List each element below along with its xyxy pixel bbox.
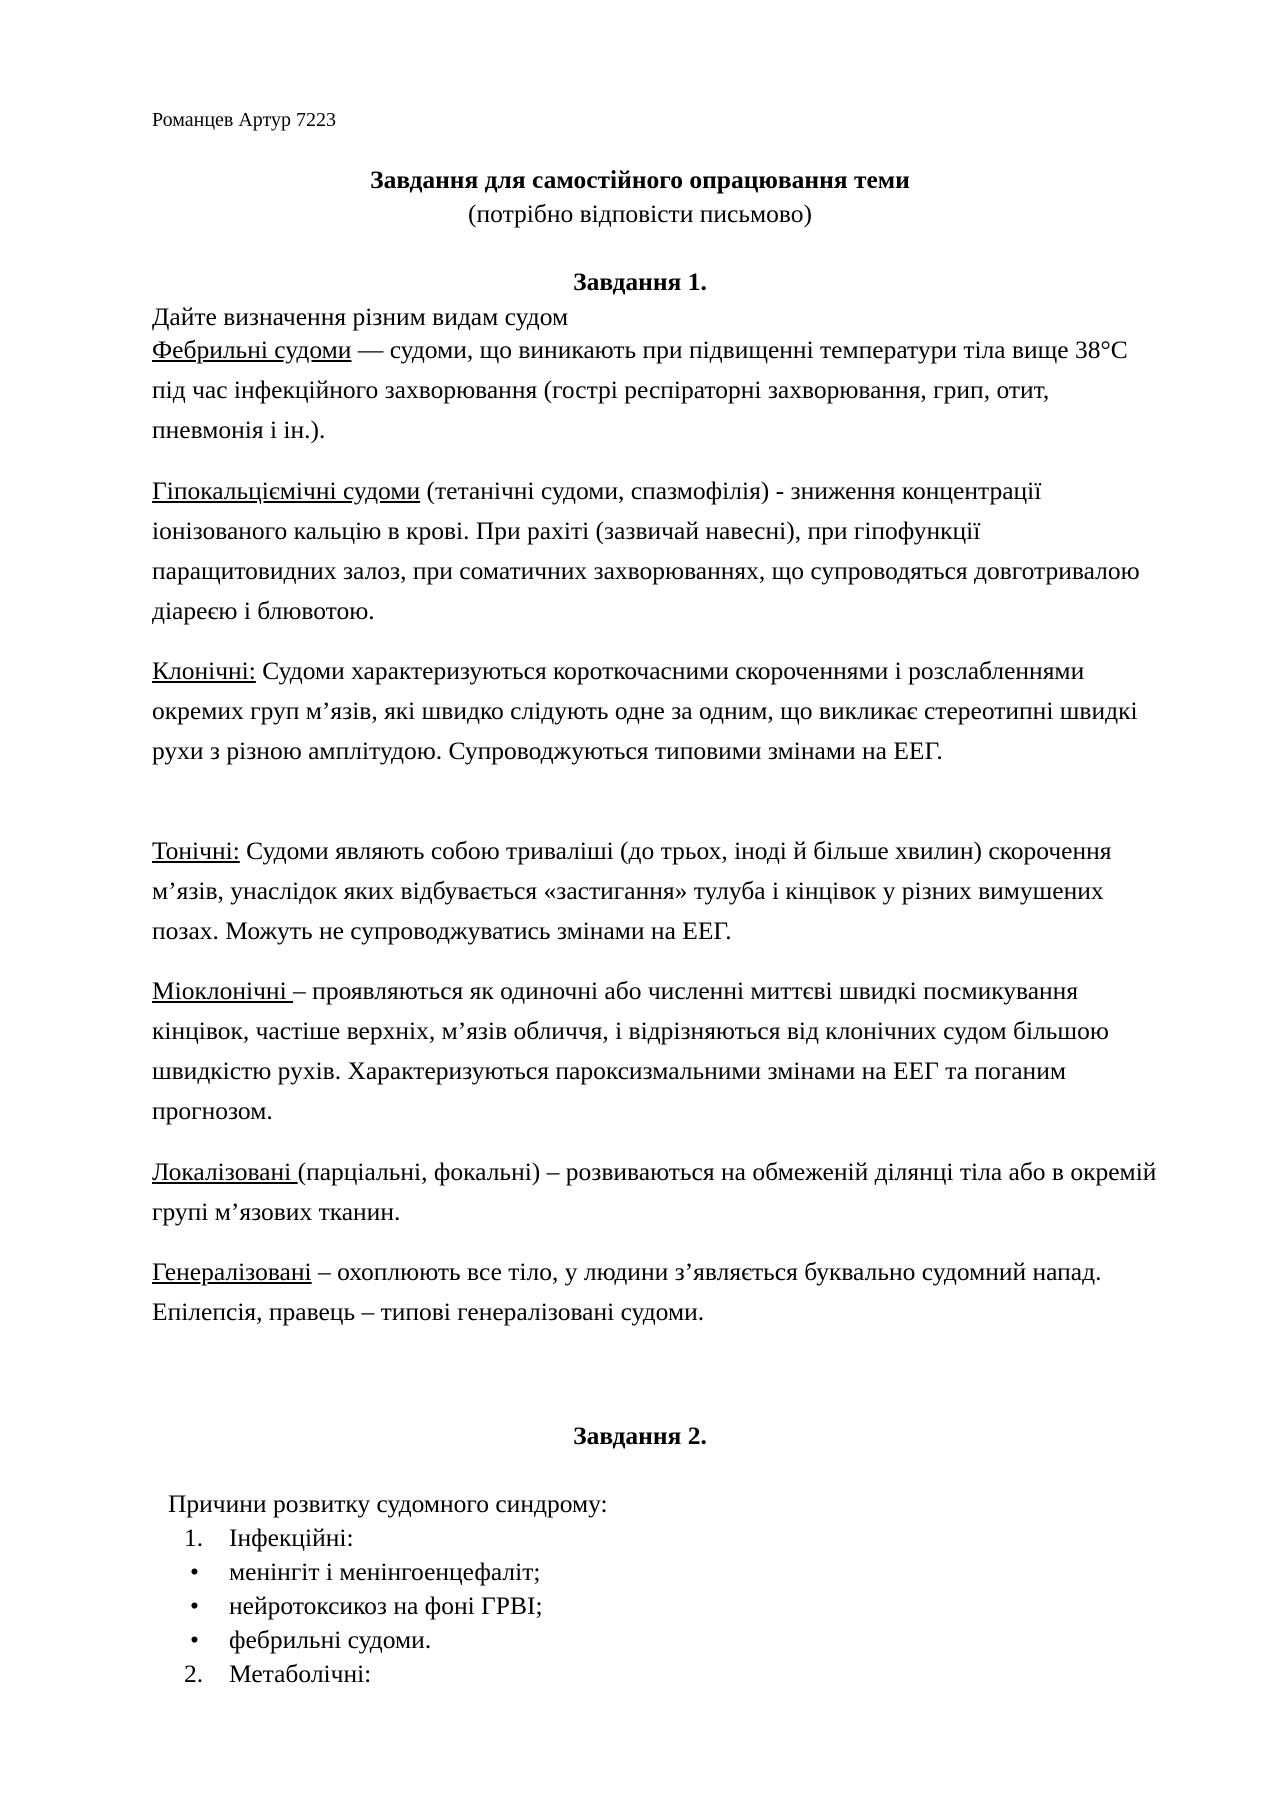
- definition-clonic: [152, 651, 1162, 771]
- definition-text: (тетанічні судоми, спазмофілія) - зниження концентрації іонізованого кальцію в крові. При рахіті (зазвичай навесні), при гіпофункції паращитовидних залоз, при соматичних захворюваннях, що супроводяться довготривалою діареєю і блювотою.: [152, 476, 1140, 625]
- task1-heading: Завдання 1.: [573, 267, 707, 296]
- definition-generalized: [152, 1252, 1162, 1332]
- bullet-icon: •: [190, 1557, 199, 1586]
- task1-intro: Дайте визначення різним видам судом: [152, 302, 569, 331]
- definition-text: – проявляються як одиночні або численні миттєві швидкі посмикування кінцівок, частіше верхніх, м’язів обличчя, і відрізняються від клонічних судом більшою швидкістю рухів. Характеризуються пароксизмальними змінами на ЕЕГ та поганим прогнозом.: [152, 976, 1109, 1125]
- list-item-text: фебрильні судоми.: [229, 1625, 432, 1654]
- definition-text: Судоми являють собою триваліші (до трьох, іноді й більше хвилин) скорочення м’язів, унаслідок яких відбувається «застигання» тулуба і кінцівок у різних вимушених позах. Можуть не супроводжуватись змінами на ЕЕГ.: [152, 836, 1112, 945]
- definition-tonic: [152, 831, 1162, 951]
- definition-hypocalcemic: [152, 471, 1162, 631]
- definition-febrile: [152, 330, 1162, 450]
- list-item-text: Метаболічні:: [229, 1659, 372, 1688]
- definition-term: Міоклонічні: [152, 976, 294, 1005]
- definition-term: Генералізовані: [152, 1257, 312, 1286]
- list-item-text: менінгіт і менінгоенцефаліт;: [229, 1557, 541, 1586]
- task2-heading: Завдання 2.: [573, 1421, 707, 1450]
- definition-text: — судоми, що виникають при підвищенні температури тіла вище 38°C під час інфекційного захворювання (гострі респіраторні захворювання, грип, отит, пневмонія і ін.).: [152, 335, 1128, 444]
- document-title: Завдання для самостійного опрацювання теми: [370, 165, 910, 194]
- definition-term: Клонічні:: [152, 656, 256, 685]
- definition-term: Тонічні:: [152, 836, 240, 865]
- list-number: 1.: [184, 1523, 204, 1552]
- list-number: 2.: [184, 1659, 204, 1688]
- definition-text: (парціальні, фокальні) – розвиваються на обмеженій ділянці тіла або в окремій групі м’язових тканин.: [152, 1157, 1157, 1226]
- definition-text: – охоплюють все тіло, у людини з’являється буквально судомний напад. Епілепсія, правець – типові генералізовані судоми.: [152, 1257, 1102, 1326]
- task2-intro: Причини розвитку судомного синдрому:: [168, 1489, 608, 1518]
- list-item-text: Інфекційні:: [229, 1523, 354, 1552]
- definition-term: Локалізовані: [152, 1157, 298, 1186]
- list-item-text: нейротоксикоз на фоні ГРВІ;: [229, 1591, 543, 1620]
- bullet-icon: •: [190, 1625, 199, 1654]
- definition-text: Судоми характеризуються короткочасними скороченнями і розслабленнями окремих груп м’язів, які швидко слідують одне за одним, що викликає стереотипні швидкі рухи з різною амплітудою. Супроводжуються типовими змінами на ЕЕГ.: [152, 656, 1138, 765]
- definition-myoclonic: [152, 971, 1162, 1131]
- definition-localized: [152, 1152, 1162, 1232]
- author-line: Романцев Артур 7223: [152, 109, 337, 131]
- document-subtitle: (потрібно відповісти письмово): [468, 199, 812, 228]
- definition-term: Гіпокальціємічні судоми: [152, 476, 421, 505]
- bullet-icon: •: [190, 1591, 199, 1620]
- definition-term: Фебрильні судоми: [152, 335, 352, 364]
